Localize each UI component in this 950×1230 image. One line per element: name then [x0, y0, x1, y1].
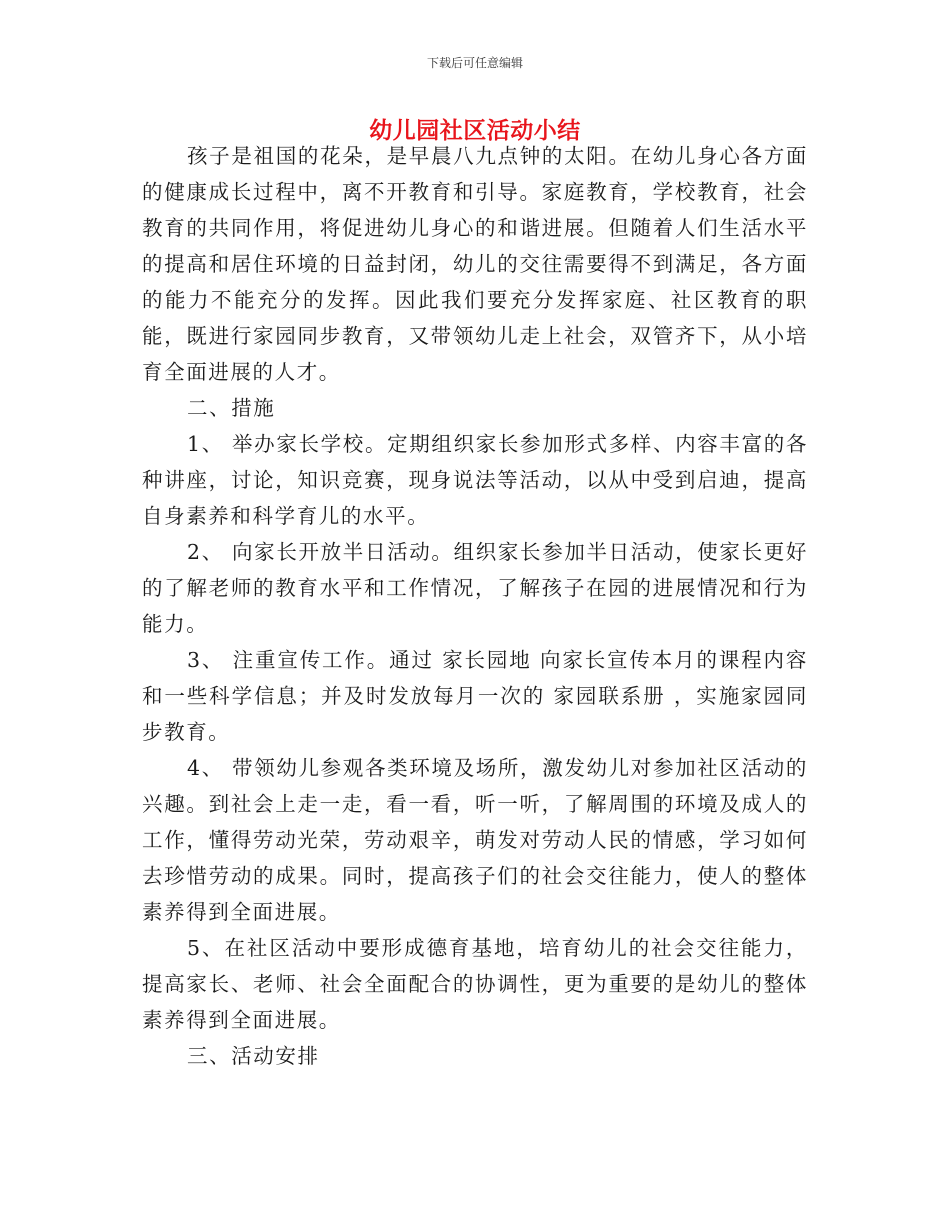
document-title: 幼儿园社区活动小结	[369, 118, 581, 144]
paragraph-intro: 孩子是祖国的花朵，是早晨八九点钟的太阳。在幼儿身心各方面的健康成长过程中，离不开教育和引导。家庭教育，学校教育，社会教育的共同作用，将促进幼儿身心的和谐进展。但随着人们生活水平的提高和居住环境的日益封闭，幼儿的交往需要得不到满足，各方面的能力不能充分的发挥。因此我们要充分发挥家庭、社区教育的职能，既进行家园同步教育，又带领幼儿走上社会，双管齐下，从小培育全面进展的人才。	[142, 144, 808, 384]
header-note: 下载后可任意编辑	[426, 56, 523, 70]
section-heading-measures: 二、措施	[187, 396, 276, 420]
paragraph-measure-1: 1、 举办家长学校。定期组织家长参加形式多样、内容丰富的各种讲座，讨论，知识竞赛，现身说法等活动，以从中受到启迪，提高自身素养和科学育儿的水平。	[142, 432, 808, 528]
paragraph-measure-2: 2、 向家长开放半日活动。组织家长参加半日活动，使家长更好的了解老师的教育水平和工作情况，了解孩子在园的进展情况和行为能力。	[142, 540, 808, 636]
document-body	[142, 138, 808, 1074]
section-heading-schedule: 三、活动安排	[187, 1044, 320, 1068]
paragraph-measure-5: 5、在社区活动中要形成德育基地，培育幼儿的社会交往能力，提高家长、老师、社会全面配合的协调性，更为重要的是幼儿的整体素养得到全面进展。	[142, 936, 808, 1032]
paragraph-measure-3: 3、 注重宣传工作。通过 家长园地 向家长宣传本月的课程内容和一些科学信息；并及时发放每月一次的 家园联系册 ，实施家园同步教育。	[142, 648, 808, 744]
paragraph-measure-4: 4、 带领幼儿参观各类环境及场所，激发幼儿对参加社区活动的兴趣。到社会上走一走，看一看，听一听，了解周围的环境及成人的工作，懂得劳动光荣，劳动艰辛，萌发对劳动人民的情感，学习如何去珍惜劳动的成果。同时，提高孩子们的社会交往能力，使人的整体素养得到全面进展。	[142, 756, 808, 924]
